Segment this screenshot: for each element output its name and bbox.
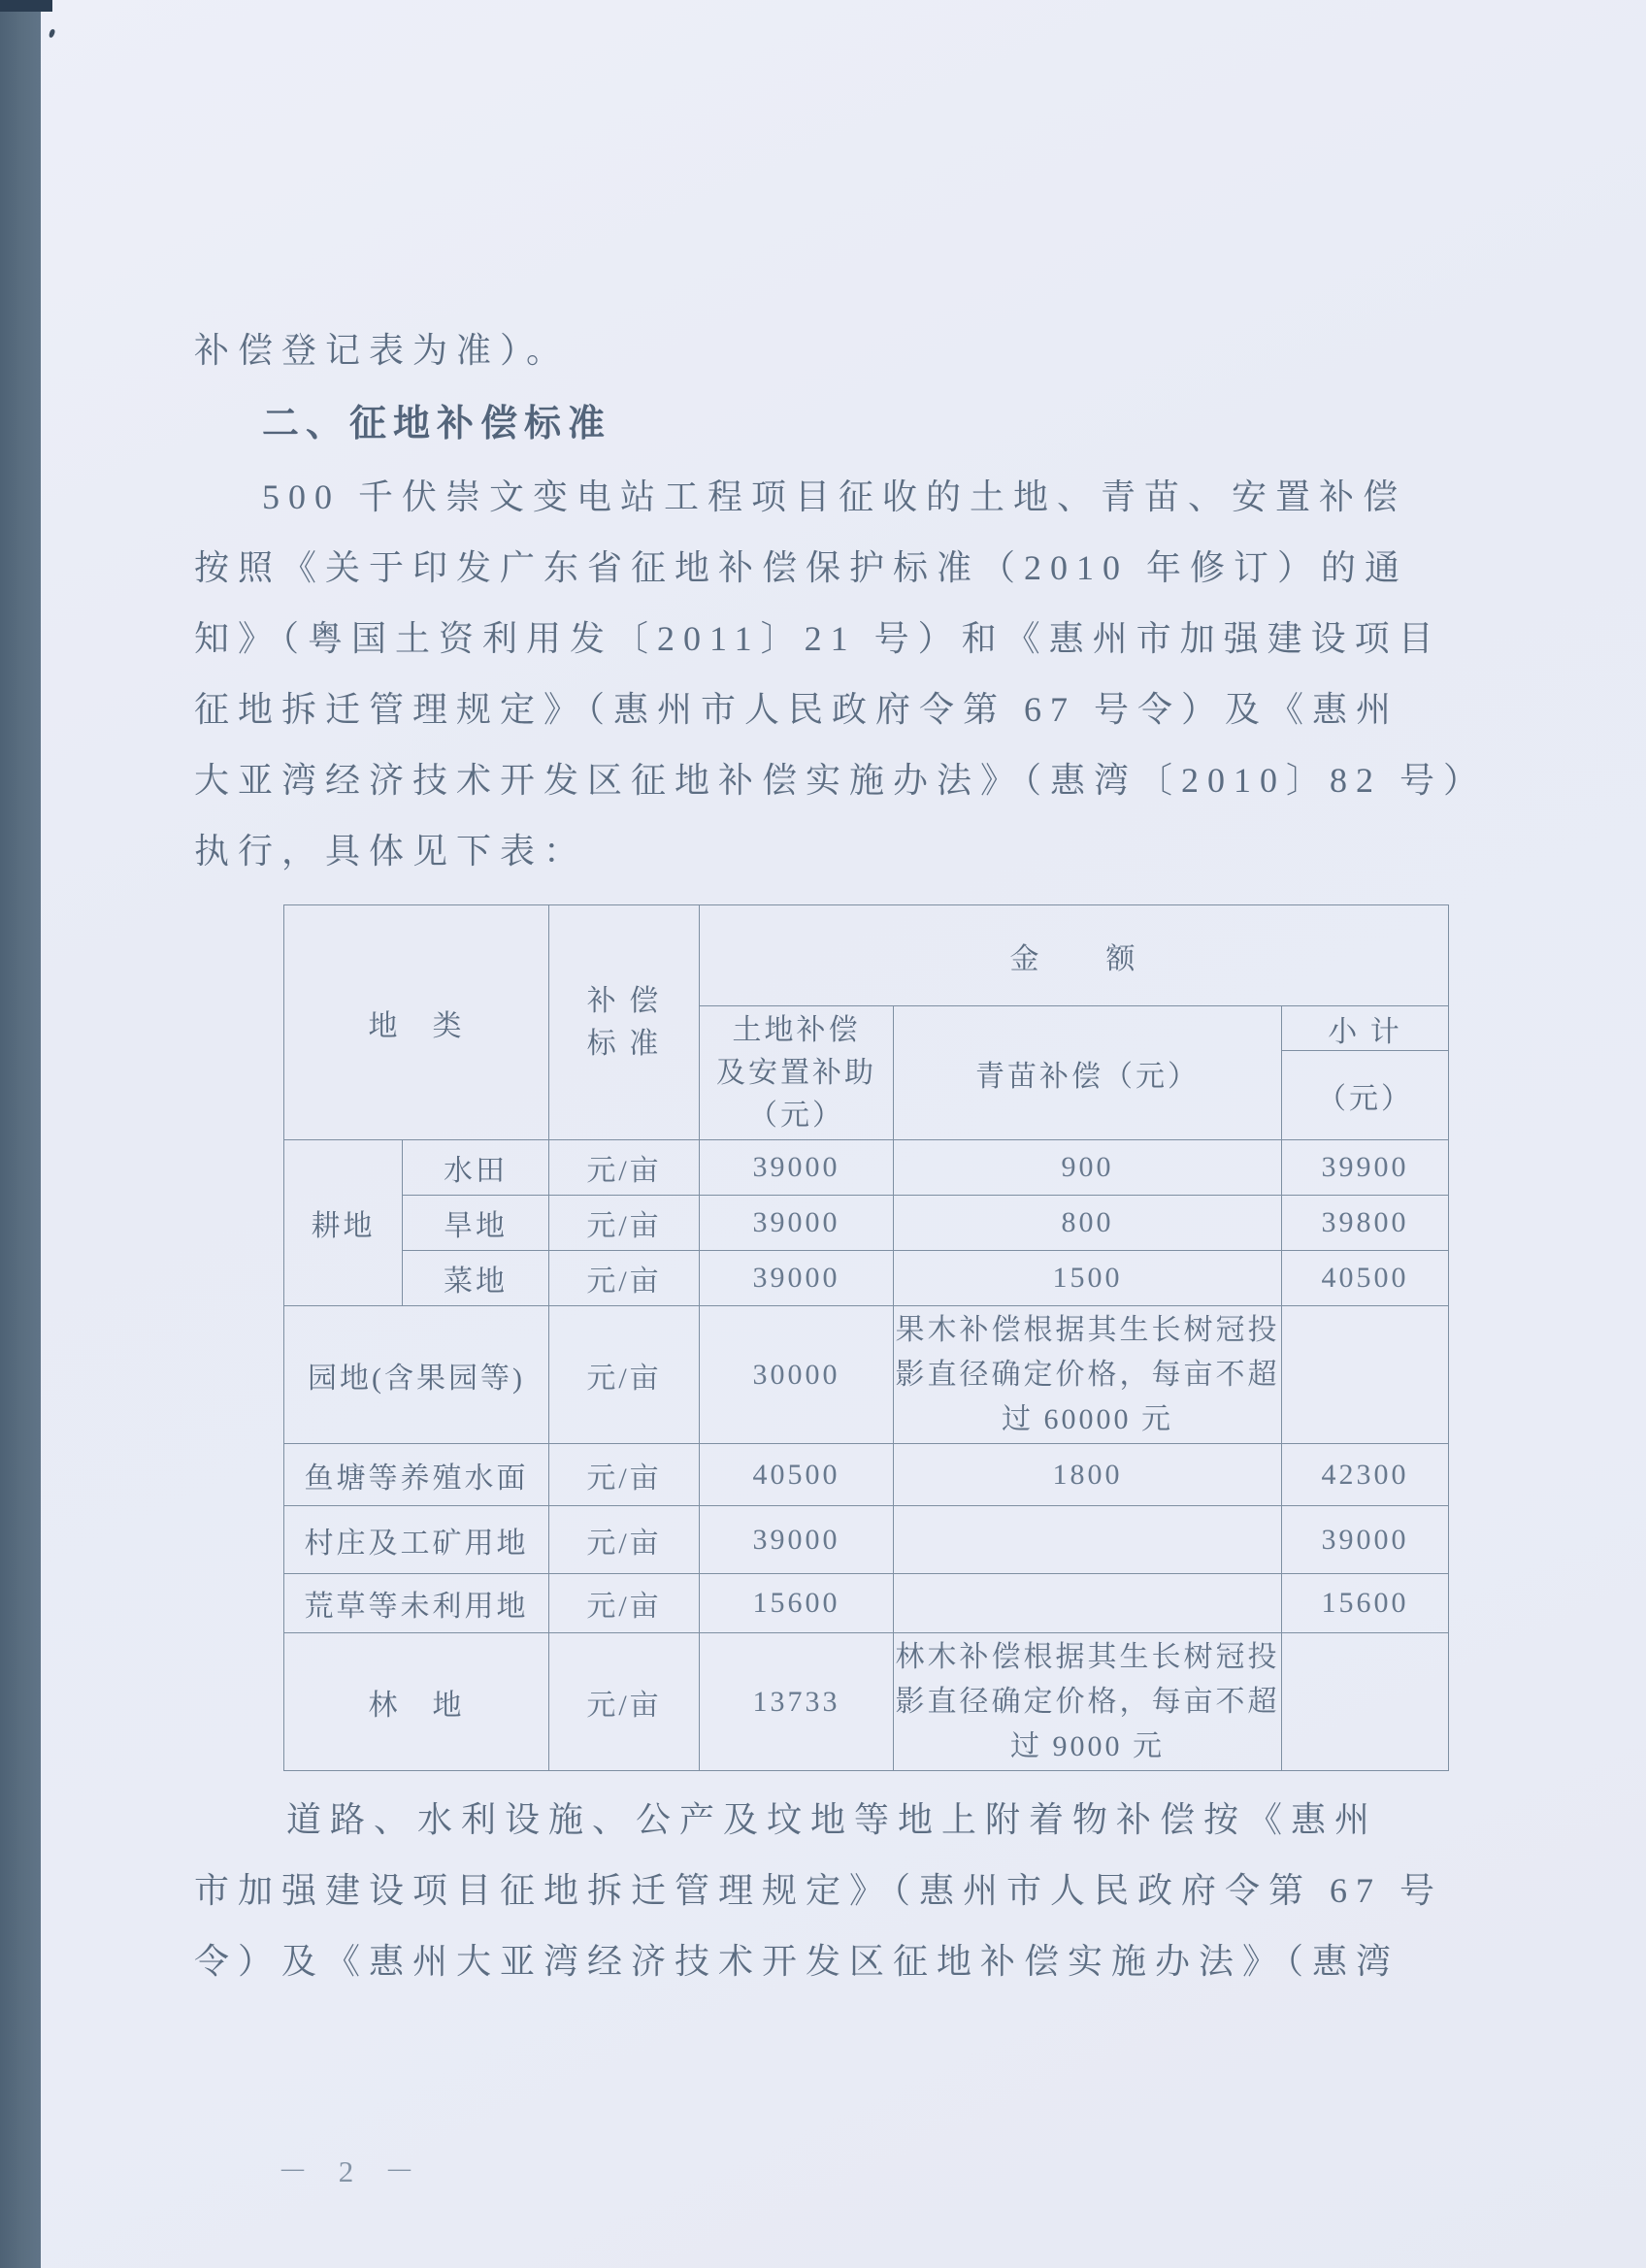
cell-unit: 元/亩 [549, 1306, 700, 1444]
cell-unit: 元/亩 [549, 1444, 700, 1506]
table-row-paddy [284, 1140, 1449, 1196]
paragraph-2 [194, 1785, 1456, 1997]
cell-land-comp: 15600 [700, 1574, 894, 1633]
cell-land-comp: 39000 [700, 1251, 894, 1306]
cell-seedling-comp [894, 1506, 1282, 1574]
cell-land-comp: 39000 [700, 1506, 894, 1574]
cell-type-orchard: 园地(含果园等) [284, 1306, 549, 1444]
cell-group-farmland: 耕地 [284, 1140, 403, 1306]
cell-unit: 元/亩 [549, 1633, 700, 1771]
table-row-dryland [284, 1196, 1449, 1251]
cell-subtotal: 42300 [1282, 1444, 1449, 1506]
cell-type-village: 村庄及工矿用地 [284, 1506, 549, 1574]
table-row-orchard [284, 1306, 1449, 1444]
cell-land-comp: 30000 [700, 1306, 894, 1444]
header-subtotal-unit: （元） [1282, 1051, 1449, 1140]
table-row-fishpond [284, 1444, 1449, 1506]
cell-subtotal: 39000 [1282, 1506, 1449, 1574]
compensation-table [283, 904, 1449, 1771]
cell-unit: 元/亩 [549, 1506, 700, 1574]
header-standard [549, 905, 700, 1140]
cell-type-paddy: 水田 [403, 1140, 549, 1196]
cell-land-comp: 40500 [700, 1444, 894, 1506]
cell-subtotal: 39900 [1282, 1140, 1449, 1196]
paragraph-1-line-6: 执行，具体见下表： [194, 832, 588, 871]
cell-subtotal: 40500 [1282, 1251, 1449, 1306]
cell-unit: 元/亩 [549, 1251, 700, 1306]
paragraph-2-line-2: 市加强建设项目征地拆迁管理规定》（惠州市人民政府令第 67 号 [194, 1871, 1444, 1910]
document-content [194, 315, 1488, 1997]
header-standard-line1: 补 偿 [586, 984, 662, 1017]
cell-land-comp: 13733 [700, 1633, 894, 1771]
cell-land-comp: 39000 [700, 1140, 894, 1196]
cell-subtotal [1282, 1306, 1449, 1444]
paragraph-1-line-5: 大亚湾经济技术开发区征地补偿实施办法》（惠湾〔2010〕82 号） [194, 761, 1488, 800]
header-land-type: 地 类 [284, 905, 549, 1140]
header-subtotal: 小 计 [1282, 1006, 1449, 1051]
scan-edge-band [0, 0, 41, 2268]
cell-land-comp: 39000 [700, 1196, 894, 1251]
header-amount-group: 金 额 [700, 905, 1449, 1006]
paragraph-1-line-3: 知》（粤国土资利用发〔2011〕21 号）和《惠州市加强建设项目 [194, 619, 1442, 658]
cell-seedling-note: 林木补偿根据其生长树冠投影直径确定价格，每亩不超过 9000 元 [894, 1633, 1282, 1771]
section-heading: 二、征地补偿标准 [262, 404, 612, 444]
header-land-compensation-line2: 及安置补助 [716, 1056, 876, 1089]
scan-edge-corner [0, 0, 52, 12]
cell-subtotal [1282, 1633, 1449, 1771]
paragraph-1 [194, 462, 1488, 887]
cell-unit: 元/亩 [549, 1574, 700, 1633]
cell-subtotal: 15600 [1282, 1574, 1449, 1633]
top-line: 补偿登记表为准）。 [194, 331, 571, 370]
cell-seedling-comp: 900 [894, 1140, 1282, 1196]
cell-subtotal: 39800 [1282, 1196, 1449, 1251]
cell-seedling-note: 果木补偿根据其生长树冠投影直径确定价格，每亩不超过 60000 元 [894, 1306, 1282, 1444]
table-row-village [284, 1506, 1449, 1574]
header-land-compensation [700, 1006, 894, 1140]
cell-seedling-comp: 800 [894, 1196, 1282, 1251]
scan-speck [49, 28, 56, 38]
cell-type-wasteland: 荒草等未利用地 [284, 1574, 549, 1633]
header-seedling-compensation: 青苗补偿（元） [894, 1006, 1282, 1140]
cell-seedling-comp [894, 1574, 1282, 1633]
table-row-forest [284, 1633, 1449, 1771]
cell-type-dryland: 旱地 [403, 1196, 549, 1251]
paragraph-1-line-1: 500 千伏崇文变电站工程项目征收的土地、青苗、安置补偿 [262, 477, 1407, 516]
cell-type-fishpond: 鱼塘等养殖水面 [284, 1444, 549, 1506]
header-land-compensation-line1: 土地补偿 [732, 1013, 861, 1046]
header-land-compensation-line3: （元） [748, 1099, 844, 1132]
page-number: － 2 － [278, 2154, 426, 2188]
paragraph-1-line-2: 按照《关于印发广东省征地补偿保护标准（2010 年修订）的通 [194, 548, 1409, 587]
cell-seedling-comp: 1800 [894, 1444, 1282, 1506]
table-row-vegetable [284, 1251, 1449, 1306]
cell-type-forest: 林 地 [284, 1633, 549, 1771]
paragraph-2-line-3: 令）及《惠州大亚湾经济技术开发区征地补偿实施办法》（惠湾 [194, 1942, 1400, 1981]
cell-type-vegetable: 菜地 [403, 1251, 549, 1306]
table-row-wasteland [284, 1574, 1449, 1633]
cell-unit: 元/亩 [549, 1196, 700, 1251]
header-standard-line2: 标 准 [586, 1027, 662, 1060]
paragraph-1-line-4: 征地拆迁管理规定》（惠州市人民政府令第 67 号令）及《惠州 [194, 690, 1400, 729]
cell-seedling-comp: 1500 [894, 1251, 1282, 1306]
cell-unit: 元/亩 [549, 1140, 700, 1196]
paragraph-2-line-1: 道路、水利设施、公产及坟地等地上附着物补偿按《惠州 [286, 1800, 1379, 1839]
